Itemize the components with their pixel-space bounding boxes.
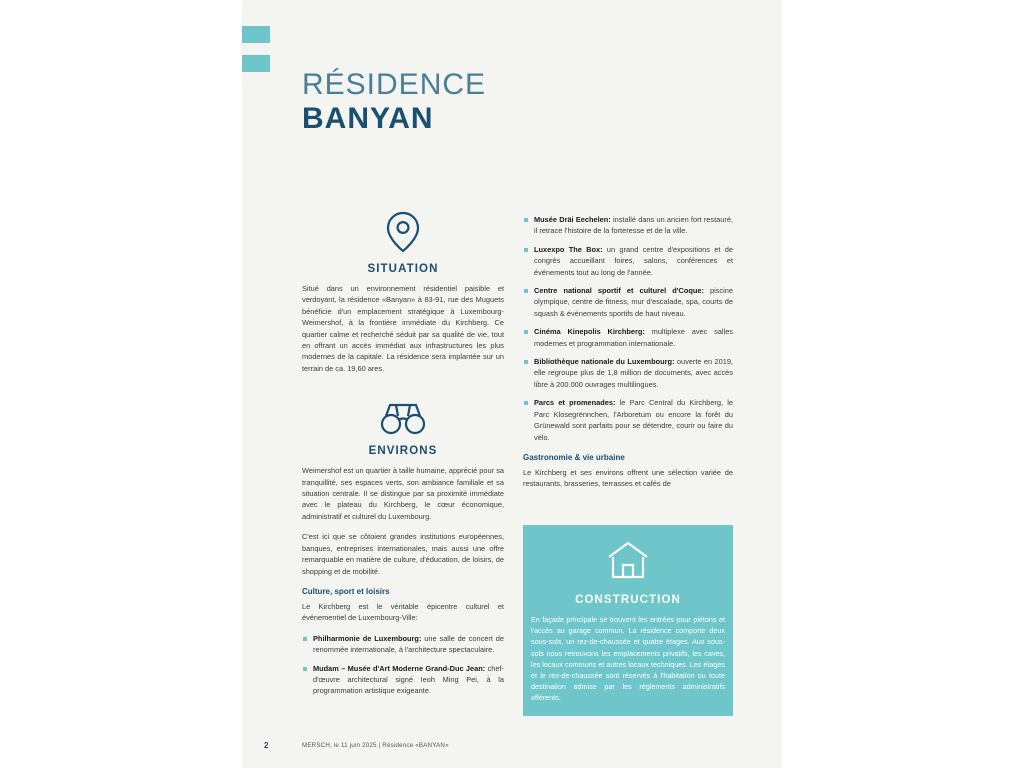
accent-mark-top	[242, 26, 270, 43]
list-item	[302, 663, 504, 697]
list-item	[523, 214, 733, 237]
construction-panel	[523, 525, 733, 716]
culture-list-left	[302, 633, 504, 697]
title-line-1: RÉSIDENCE	[302, 68, 487, 101]
gastronomy-subheading: Gastronomie & vie urbaine	[523, 452, 625, 462]
list-item	[523, 285, 733, 319]
list-item-text: un grand centre d'expositions et de congrès accueillant foires, salons, conférences et événements tout au long de l'année.	[534, 244, 733, 277]
list-item-text: installé dans un ancien fort restauré, il retrace l'histoire de la forteresse et de la ville.	[534, 215, 733, 236]
environs-paragraph-2: C'est ici que se côtoient grandes institutions européennes, banques, entreprises internationales, mais aussi une offre remarquable en matière de culture, d'éducation, de loisirs, de shopping et de mobilité.	[302, 532, 504, 576]
list-item-term: Cinéma Kinepolis Kirchberg:	[534, 327, 645, 337]
construction-heading: CONSTRUCTION	[575, 594, 681, 606]
list-item-text: le Parc Central du Kirchberg, le Parc Klosegrënnchen, l'Arboretum ou encore la forêt du Grünewald sont parfaits pour se détendre, courir ou faire du vélo.	[534, 398, 733, 442]
list-item-text: piscine olympique, centre de fitness, mur d'escalade, spa, courts de squash & événements sportifs de haut niveau.	[534, 286, 733, 318]
list-item-term: Musée Dräi Eechelen:	[534, 215, 611, 224]
title-line-2: BANYAN	[302, 102, 434, 135]
right-margin	[782, 0, 1024, 768]
situation-paragraph: Situé dans un environnement résidentiel paisible et verdoyant, la résidence «Banyan» à 83-91, rue des Muguets bénéficie d'un emplacement stratégique à Luxembourg-Weimershof, à la frontière immédiate du Kirchberg. Ce quartier calme et recherché séduit par sa qualité de vie, tout en offrant un accès immédiat aux infrastructures les plus modernes de la capitale. La résidence sera implantée sur un terrain de ca. 19,60 ares.	[302, 284, 504, 373]
list-item-text: chef-d'œuvre architectural signé Ieoh Ming Pei, à la programmation artistique exigeante.	[313, 663, 504, 696]
list-item	[302, 633, 504, 656]
list-item-term: Centre national sportif et culturel d'Coque:	[534, 286, 704, 296]
left-column	[302, 210, 504, 704]
document-page	[242, 0, 782, 768]
list-item-term: Mudam – Musée d'Art Moderne Grand-Duc Jean:	[313, 663, 486, 673]
list-item-text: multiplexe avec salles modernes et programmation internationale.	[534, 327, 733, 348]
page-title	[302, 68, 486, 136]
construction-paragraph: En façade principale se trouvent les entrées pour piétons et l'accès au garage commun. La résidence comporte deux sous-sols, un rez-de-chaussée et quatre étages. Aux sous-sols nous retrouvons les emplacements privatifs, les caves, les locaux communs et autres locaux techniques. Les étages et le rez-de-chaussée sont réservés à l'habitation ou toute destination admise par les règlements administratifs afférents.	[531, 615, 725, 703]
environs-heading: ENVIRONS	[368, 445, 438, 458]
location-pin-icon	[302, 210, 504, 259]
list-item	[523, 244, 733, 278]
list-item	[523, 356, 733, 390]
list-item	[523, 326, 733, 349]
page-number: 2	[264, 741, 269, 750]
list-item-text: une salle de concert de renommée internationale, à l'architecture spectaculaire.	[313, 633, 505, 655]
right-column	[523, 214, 733, 499]
accent-mark-bottom	[242, 55, 270, 72]
culture-intro: Le Kirchberg est le véritable épicentre culturel et événementiel de Luxembourg-Ville:	[302, 601, 504, 623]
culture-list-right	[523, 214, 733, 443]
binoculars-icon	[302, 400, 504, 441]
left-margin	[0, 0, 242, 768]
page-footer	[264, 741, 764, 750]
situation-heading: SITUATION	[367, 263, 439, 275]
list-item-term: Philharmonie de Luxembourg:	[313, 633, 422, 643]
list-item	[523, 397, 733, 443]
house-icon	[531, 539, 725, 586]
list-item-text: ouverte en 2019, elle regroupe plus de 1,8 million de documents, avec accès libre à 200.000 ouvrages multilingues.	[534, 357, 733, 389]
culture-subheading: Culture, sport et loisirs	[302, 586, 390, 596]
list-item-term: Luxexpo The Box:	[534, 244, 603, 254]
footer-text: MERSCH, le 11 juin 2025 | Résidence «BANYAN»	[302, 742, 449, 749]
list-item-term: Parcs et promenades:	[534, 398, 616, 408]
environs-paragraph-1: Weimershof est un quartier à taille humaine, apprécié pour sa tranquillité, ses espaces verts, son ambiance familiale et sa situation centrale. Il se distingue par sa proximité immédiate avec le plateau du Kirchberg, le cœur économique, administratif et culturel du Luxembourg.	[302, 466, 504, 521]
gastronomy-text: Le Kirchberg et ses environs offrent une sélection variée de restaurants, brasseries, terrasses et cafés de	[523, 467, 733, 489]
list-item-term: Bibliothèque nationale du Luxembourg:	[534, 357, 675, 367]
